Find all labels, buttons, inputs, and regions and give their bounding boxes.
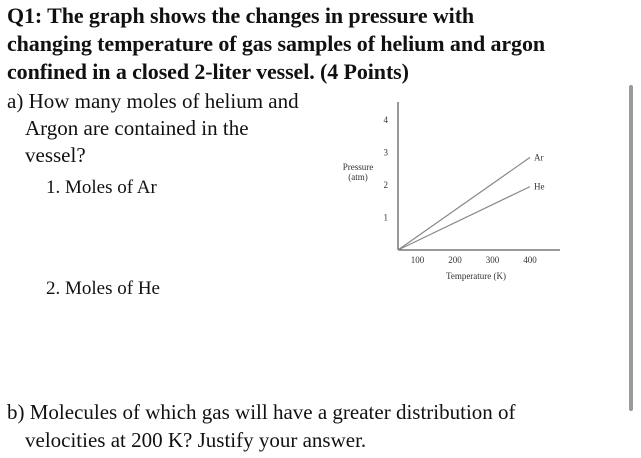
title-line: changing temperature of gas samples of helium and argon — [7, 31, 545, 56]
series-line-he — [398, 187, 530, 250]
x-tick-label: 300 — [485, 255, 500, 265]
part-a-line: Argon are contained in the — [25, 116, 249, 140]
y-tick-label: 3 — [383, 147, 388, 158]
part-a-line: vessel? — [25, 143, 86, 167]
series-label-ar: Ar — [534, 152, 544, 163]
series-line-ar — [398, 157, 530, 250]
y-tick-label: 2 — [383, 180, 388, 190]
series-label-he: He — [534, 181, 545, 192]
part-a-line: a) How many moles of helium and — [7, 89, 299, 113]
part-b-question — [7, 398, 516, 454]
y-axis-label-line: (atm) — [348, 172, 368, 182]
scrollbar[interactable] — [629, 85, 633, 411]
title-line: Q1: The graph shows the changes in pressure with — [7, 3, 475, 28]
y-tick-label: 1 — [383, 212, 388, 223]
sub-question-moles-ar: 1. Moles of Ar — [46, 177, 157, 198]
x-axis-label: Temperature (K) — [445, 271, 507, 281]
x-tick-label: 100 — [410, 255, 425, 265]
part-b-line: velocities at 200 K? Justify your answer. — [25, 428, 367, 452]
y-tick-label: 4 — [383, 115, 388, 125]
y-axis-label-line: Pressure — [342, 162, 374, 172]
x-tick-label: 400 — [523, 255, 537, 265]
part-b-line: b) Molecules of which gas will have a greater distribution of — [7, 400, 516, 424]
title-line: confined in a closed 2-liter vessel. (4 Points) — [7, 59, 409, 84]
x-tick-label: 200 — [448, 255, 462, 265]
sub-question-moles-he: 2. Moles of He — [46, 278, 160, 299]
